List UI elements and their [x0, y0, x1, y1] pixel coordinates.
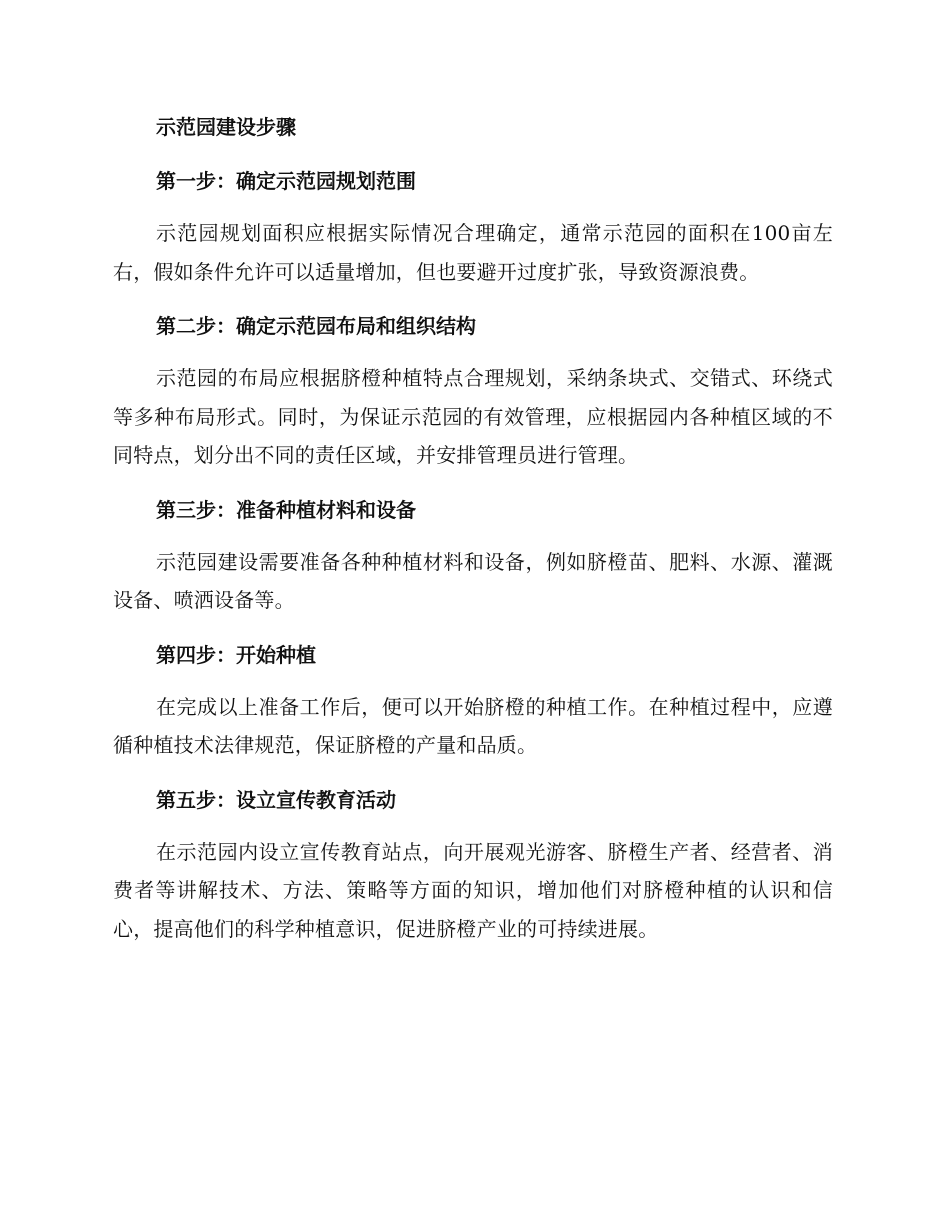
section-2-heading: 第二步：确定示范园布局和组织结构	[156, 314, 476, 338]
document-body	[113, 108, 833, 948]
section-3-text: 示范园建设需要准备各种种植材料和设备，例如脐橙苗、肥料、水源、灌溉设备、喷洒设备等。	[113, 549, 833, 612]
document-title: 示范园建设步骤	[156, 115, 296, 139]
section-4-heading: 第四步：开始种植	[156, 642, 316, 667]
section-5-text: 在示范园内设立宣传教育站点，向开展观光游客、脐橙生产者、经营者、消费者等讲解技术、方法、策略等方面的知识，增加他们对脐橙种植的认识和信心，提高他们的科学种植意识，促进脐橙产业的可持续进展。	[113, 839, 833, 941]
section-1-text: 示范园规划面积应根据实际情况合理确定，通常示范园的面积在100亩左右，假如条件允许可以适量增加，但也要避开过度扩张，导致资源浪费。	[113, 221, 833, 284]
section-3-heading: 第三步：准备种植材料和设备	[156, 497, 416, 522]
section-1-heading: 第一步：确定示范园规划范围	[156, 169, 416, 193]
section-4-text: 在完成以上准备工作后，便可以开始脐橙的种植工作。在种植过程中，应遵循种植技术法律规范，保证脐橙的产量和品质。	[113, 694, 833, 757]
section-5-heading: 第五步：设立宣传教育活动	[156, 787, 396, 812]
section-2-text: 示范园的布局应根据脐橙种植特点合理规划，采纳条块式、交错式、环绕式等多种布局形式。同时，为保证示范园的有效管理，应根据园内各种植区域的不同特点，划分出不同的责任区域，并安排管理员进行管理。	[113, 366, 833, 467]
